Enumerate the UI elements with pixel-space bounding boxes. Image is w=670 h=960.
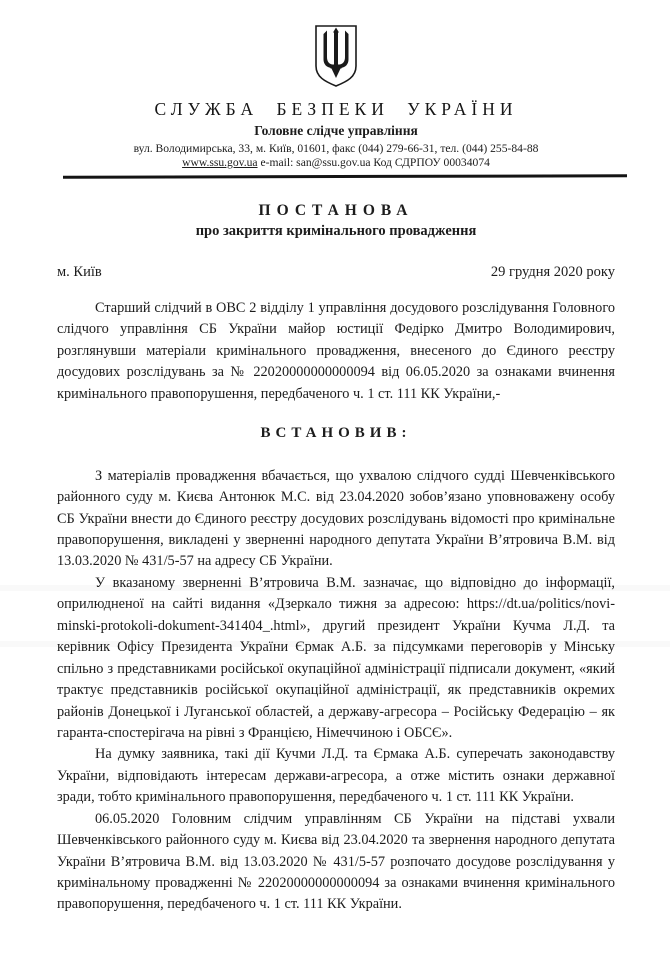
document-subject: про закриття кримінального провадження xyxy=(195,223,477,239)
org-address: вул. Володимирська, 33, м. Київ, 01601, факс (044) 279-66-31, тел. (044) 255-84-88 xyxy=(133,142,539,155)
document-date: 29 грудня 2020 року xyxy=(490,264,615,280)
org-contacts xyxy=(57,156,615,169)
org-contacts-rest: e-mail: san@ssu.gov.ua Код СДРПОУ 00034074 xyxy=(260,156,490,169)
body-paragraph: 06.05.2020 Головним слідчим управлінням СБ України на підставі ухвали Шевченківського районного суду м. Києва від 23.04.2020 та звернення народного депутата України В’ятровича В.М. від 13.03.2020 № 431/5-57 розпочато досудове розслідування у кримінальному провадженні № 22020000000000094 за ознаками вчинення кримінального правопорушення, передбаченого ч. 1 ст. 111 КК України. xyxy=(57,810,615,913)
place-date-row xyxy=(57,264,615,281)
document-body xyxy=(57,298,615,916)
document-place: м. Київ xyxy=(57,264,102,280)
body-paragraph: У вказаному зверненні В’ятровича В.М. зазначає, що відповідно до інформації, оприлюдненої на сайті видання «Дзеркало тижня за адресою: https://dt.ua/politics/novi-minski-protokoli-dokument-341404_.html», другий президент України Кучма Л.Д. та керівник Офісу Президента України Єрмак А.Б. за підсумками переговорів у Мінську спільно з представниками російської окупаційної адміністрації підписали документ, «який трактує представників російської окупаційної адміністрації, як представників окремих районів Донецької і Луганської областей, а державу-агресора – Російську Федерацію – як гаранта-спостерігача на рівні з Францією, Німеччиною і ОБСЄ». xyxy=(57,574,615,741)
org-website: www.ssu.gov.ua xyxy=(182,156,258,169)
body-paragraph: З матеріалів провадження вбачається, що ухвалою слідчого судді Шевченківського районного суду м. Києва Антонюк М.С. від 23.04.2020 зобов’язано уповноважену особу СБ України внести до Єдиного реєстру досудових розслідувань відомості про кримінальне правопорушення, викладені у зверненні народного депутата України В’ятровича В.М. від 13.03.2020 № 431/5-57 на адресу СБ України. xyxy=(57,467,615,570)
letterhead xyxy=(57,24,615,178)
org-name: СЛУЖБА БЕЗПЕКИ УКРАЇНИ xyxy=(154,99,518,119)
resolved-heading: ВСТАНОВИВ: xyxy=(260,425,412,442)
org-division: Головне слідче управління xyxy=(254,123,418,138)
document-type-title: ПОСТАНОВА xyxy=(258,202,414,219)
body-paragraph: На думку заявника, такі дії Кучми Л.Д. та Єрмака А.Б. суперечать законодавству України, відповідають інтересам держави-агресора, а отже містить ознаки державної зради, тобто кримінального правопорушення, передбаченого ч. 1 ст. 111 КК України. xyxy=(57,746,615,806)
ukraine-trident-emblem-icon xyxy=(313,24,359,93)
intro-paragraph: Старший слідчий в ОВС 2 відділу 1 управління досудового розслідування Головного слідчого управління СБ України майор юстиції Федірко Дмитро Володимирович, розглянувши матеріали кримінального провадження, внесеного до Єдиного реєстру досудових розслідувань за № 22020000000000094 від 06.05.2020 за ознаками вчинення кримінального правопорушення, передбаченого ч. 1 ст. 111 КК України,- xyxy=(57,300,615,402)
letterhead-divider xyxy=(63,174,627,178)
